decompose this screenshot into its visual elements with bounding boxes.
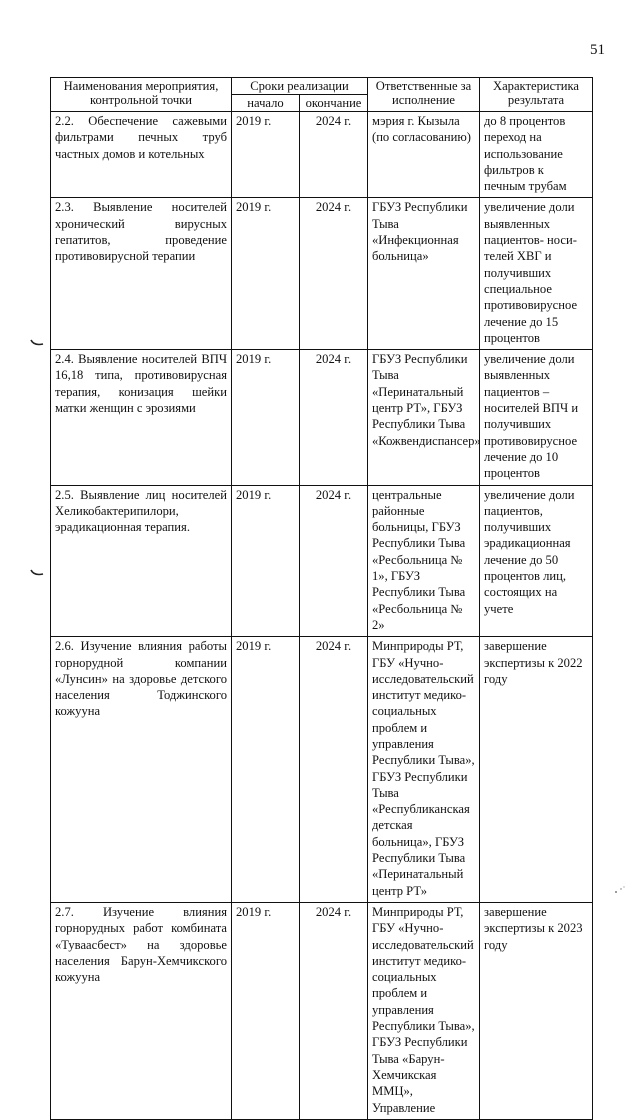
row-end: 2024 г. [300,485,368,637]
row-responsible: центральные районные больницы, ГБУЗ Республики Тыва «Ресбольница № 1», ГБУЗ Республики Тыва «Ресбольница № 2» [368,485,480,637]
row-responsible: ГБУЗ Республики Тыва «Инфекционная больница» [368,198,480,350]
row-result: завершение экспертизы к 2023 году [480,902,593,1119]
row-responsible: ГБУЗ Республики Тыва «Перинатальный центр РТ», ГБУЗ Республики Тыва «Кожвендиспансер» [368,350,480,485]
table-row [51,198,593,350]
row-name: 2.3. Выявление носителей хронический вирусных гепатитов, проведение противовирусной терапии [51,198,232,350]
table-row [51,902,593,1119]
page-number: 51 [590,42,605,58]
margin-check-mark-icon [30,337,44,347]
row-end: 2024 г. [300,198,368,350]
row-name: 2.2. Обеспечение сажевыми фильтрами печных труб частных домов и котельных [51,112,232,198]
table-row [51,485,593,637]
row-start: 2019 г. [232,902,300,1119]
row-end: 2024 г. [300,112,368,198]
scan-speck-icon [612,885,626,895]
row-result: увеличение доли выявленных пациентов – носителей ВПЧ и получивших противовирусное лечение до 10 процентов [480,350,593,485]
header-end: окончание [300,95,368,112]
row-result: увеличение доли выявленных пациентов- носи-телей ХВГ и получивших специальное противовирусное лечение до 15 процентов [480,198,593,350]
row-start: 2019 г. [232,112,300,198]
row-result: до 8 процентов переход на использование фильтров к печным трубам [480,112,593,198]
row-name: 2.5. Выявление лиц носителей Хеликобактерипилори, эрадикационная терапия. [51,485,232,637]
row-start: 2019 г. [232,198,300,350]
margin-check-mark-icon [30,567,44,577]
header-responsible: Ответственные за исполнение [368,78,480,112]
plan-table [50,77,593,1120]
row-responsible: Минприроды РТ, ГБУ «Нучно-исследовательский институт медико-социальных проблем и управления Республики Тыва», ГБУЗ Республики Тыва «Республиканская детская больница», ГБУЗ Республики Тыва «Перинатальный центр РТ» [368,637,480,903]
row-responsible: мэрия г. Кызыла (по согласованию) [368,112,480,198]
table-row [51,112,593,198]
header-result: Характеристика результата [480,78,593,112]
row-name: 2.6. Изучение влияния работы горнорудной компании «Лунсин» на здоровье детского населения Тоджинского кожууна [51,637,232,903]
row-end: 2024 г. [300,902,368,1119]
row-responsible: Минприроды РТ, ГБУ «Нучно-исследовательский институт медико-социальных проблем и управления Республики Тыва», ГБУЗ Республики Тыва «Барун-Хемчикская ММЦ», Управление [368,902,480,1119]
header-terms: Сроки реализации [232,78,368,95]
row-start: 2019 г. [232,350,300,485]
row-name: 2.7. Изучение влияния горнорудных работ комбината «Туваасбест» на здоровье населения Барун-Хемчикского кожууна [51,902,232,1119]
row-start: 2019 г. [232,485,300,637]
row-end: 2024 г. [300,637,368,903]
row-end: 2024 г. [300,350,368,485]
row-name: 2.4. Выявление носителей ВПЧ 16,18 типа, противовирусная терапия, конизация шейки матки женщин с эрозиями [51,350,232,485]
row-start: 2019 г. [232,637,300,903]
header-start: начало [232,95,300,112]
table-row [51,350,593,485]
header-name: Наименования мероприятия, контрольной точки [51,78,232,112]
table-row [51,637,593,903]
row-result: завершение экспертизы к 2022 году [480,637,593,903]
row-result: увеличение доли пациентов, получивших эрадикационная лечение до 50 процентов лиц, состоящих на учете [480,485,593,637]
